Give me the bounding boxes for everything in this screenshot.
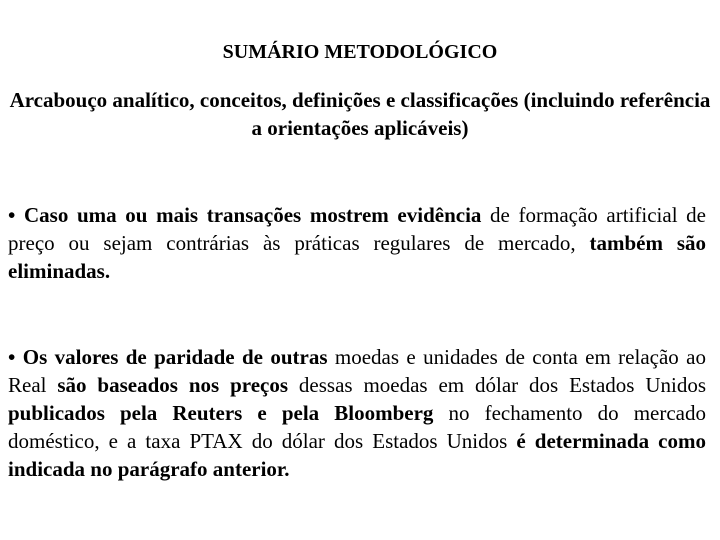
paragraph-2-bold-3: publicados pela Reuters e pela Bloomberg — [8, 401, 434, 425]
bullet-paragraph-1 — [8, 201, 706, 285]
paragraph-2-text-2: dessas moedas em dólar dos Estados Unidos — [288, 373, 706, 397]
bullet-marker: • — [8, 345, 23, 369]
paragraph-1-bold-start: Caso uma ou mais transações mostrem evidência — [24, 203, 482, 227]
paragraph-2-text-3: no fechamento do mercado doméstico, e a taxa PTAX do dólar dos Estados Unidos — [8, 401, 706, 453]
paragraph-2-bold-1: Os valores de paridade de outras — [22, 345, 328, 369]
paragraph-2-bold-4: é determinada como indicada no parágrafo anterior. — [8, 429, 706, 481]
paragraph-2-text-1: moedas e unidades de conta em relação ao Real — [8, 345, 706, 397]
paragraph-2-bold-2: são baseados nos preços — [57, 373, 289, 397]
page-title: SUMÁRIO METODOLÓGICO — [222, 41, 498, 63]
page-subtitle: Arcabouço analítico, conceitos, definições e classificações (incluindo referência a orientações aplicáveis) — [9, 88, 711, 140]
bullet-paragraph-2 — [8, 343, 706, 483]
paragraph-1-text: de formação artificial de preço ou sejam contrárias às práticas regulares de mercado, — [8, 203, 707, 255]
paragraph-1-bold-end: também são eliminadas. — [8, 231, 707, 283]
bullet-marker: • — [8, 203, 24, 227]
